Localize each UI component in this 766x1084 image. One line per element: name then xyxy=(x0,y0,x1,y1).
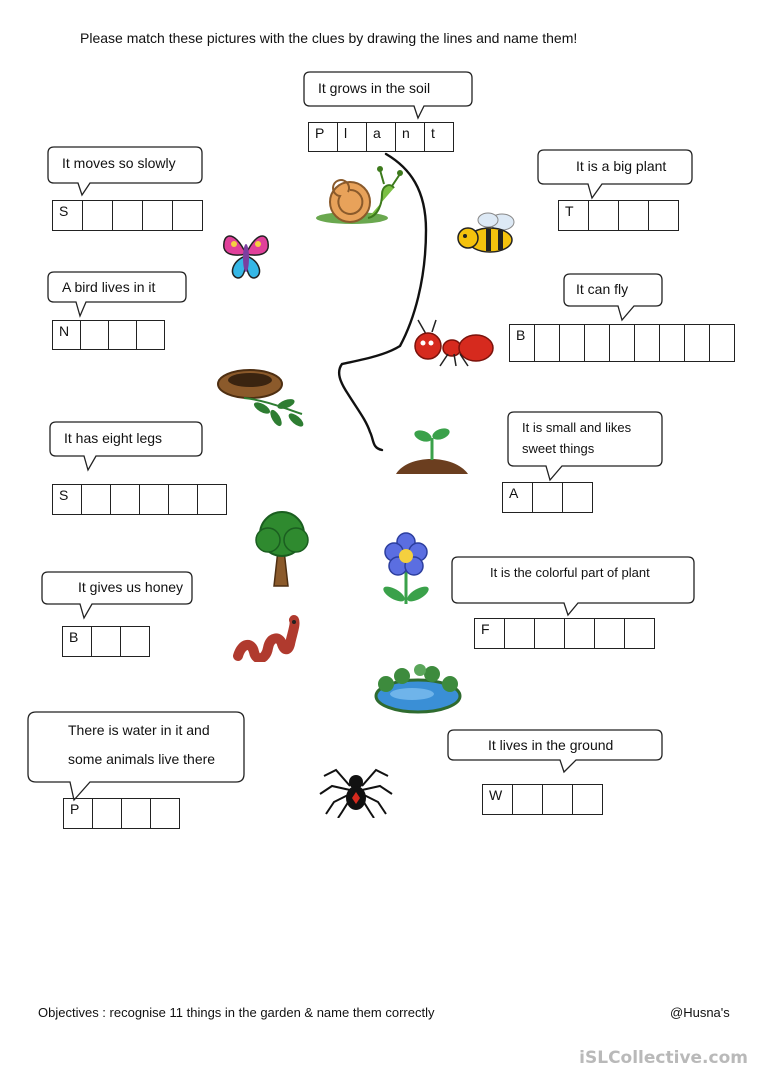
letter-box[interactable] xyxy=(609,324,635,362)
letter-box[interactable] xyxy=(709,324,735,362)
letter-box[interactable] xyxy=(624,618,655,649)
watermark-text: iSLCollective.com xyxy=(579,1048,748,1068)
clue-bubble-ground xyxy=(446,728,664,772)
clue-bubble-fly xyxy=(562,272,664,324)
answer-boxes-soil xyxy=(308,122,454,152)
answer-boxes-eight-legs xyxy=(52,484,227,515)
letter-box[interactable] xyxy=(108,320,137,350)
letter-box[interactable] xyxy=(136,320,165,350)
letter-box[interactable] xyxy=(542,784,573,815)
flower-picture[interactable] xyxy=(378,532,434,606)
letter-box[interactable] xyxy=(91,626,121,657)
tree-picture[interactable] xyxy=(252,510,312,588)
letter-box[interactable] xyxy=(80,320,109,350)
letter-box[interactable] xyxy=(172,200,203,231)
clue-text: It is a big plant xyxy=(576,158,667,174)
clue-bubble-colorful xyxy=(450,555,696,617)
snail-picture[interactable] xyxy=(312,160,408,226)
instruction-text: Please match these pictures with the clues by drawing the lines and name them! xyxy=(80,30,578,46)
letter-box[interactable]: P xyxy=(308,122,338,152)
letter-box[interactable] xyxy=(634,324,660,362)
letter-box[interactable]: n xyxy=(395,122,425,152)
answer-boxes-colorful xyxy=(474,618,655,649)
clue-text: There is water in it and xyxy=(68,722,210,738)
clue-text: It is the colorful part of plant xyxy=(490,565,650,580)
letter-box[interactable] xyxy=(562,482,593,513)
letter-box[interactable] xyxy=(139,484,169,515)
clue-bubble-sweet xyxy=(506,410,664,482)
letter-box[interactable]: B xyxy=(62,626,92,657)
letter-box[interactable] xyxy=(594,618,625,649)
clue-text: It has eight legs xyxy=(64,430,163,446)
letter-box[interactable]: B xyxy=(509,324,535,362)
clue-bubble-nest xyxy=(46,270,188,320)
letter-box[interactable]: t xyxy=(424,122,454,152)
nest-picture[interactable] xyxy=(214,366,306,434)
letter-box[interactable] xyxy=(112,200,143,231)
letter-box[interactable]: F xyxy=(474,618,505,649)
letter-box[interactable] xyxy=(648,200,679,231)
clue-text: It lives in the ground xyxy=(488,737,614,753)
answer-boxes-water xyxy=(63,798,180,829)
letter-box[interactable] xyxy=(564,618,595,649)
letter-box[interactable] xyxy=(584,324,610,362)
answer-boxes-sweet xyxy=(502,482,593,513)
letter-box[interactable] xyxy=(120,626,150,657)
letter-box[interactable]: S xyxy=(52,200,83,231)
author-credit: @Husna's xyxy=(670,1005,730,1020)
butterfly-picture[interactable] xyxy=(220,224,272,284)
ant-picture[interactable] xyxy=(410,318,496,368)
letter-box[interactable] xyxy=(82,200,113,231)
letter-box[interactable]: W xyxy=(482,784,513,815)
clue-text: It moves so slowly xyxy=(62,155,176,171)
worm-picture[interactable] xyxy=(232,614,302,662)
letter-box[interactable] xyxy=(150,798,180,829)
bee-picture[interactable] xyxy=(456,210,520,258)
letter-box[interactable] xyxy=(81,484,111,515)
letter-box[interactable] xyxy=(532,482,563,513)
objectives-text: Objectives : recognise 11 things in the garden & name them correctly xyxy=(38,1005,435,1020)
answer-boxes-ground xyxy=(482,784,603,815)
answer-boxes-nest xyxy=(52,320,165,350)
answer-boxes-fly xyxy=(509,324,735,362)
answer-boxes-honey xyxy=(62,626,150,657)
letter-box[interactable] xyxy=(92,798,122,829)
clue-text: A bird lives in it xyxy=(62,279,156,295)
letter-box[interactable] xyxy=(110,484,140,515)
letter-box[interactable]: P xyxy=(63,798,93,829)
answer-boxes-big-plant xyxy=(558,200,679,231)
letter-box[interactable] xyxy=(534,618,565,649)
letter-box[interactable] xyxy=(559,324,585,362)
letter-box[interactable] xyxy=(534,324,560,362)
spider-picture[interactable] xyxy=(318,756,394,818)
clue-text: It gives us honey xyxy=(78,579,184,595)
answer-boxes-slowly xyxy=(52,200,203,231)
letter-box[interactable]: a xyxy=(366,122,396,152)
letter-box[interactable] xyxy=(168,484,198,515)
clue-text: some animals live there xyxy=(68,751,216,767)
clue-bubble-water xyxy=(26,710,246,802)
letter-box[interactable]: A xyxy=(502,482,533,513)
clue-bubble-slowly xyxy=(46,145,204,197)
clue-text: sweet things xyxy=(522,441,595,456)
clue-bubble-eight-legs xyxy=(48,420,204,472)
clue-text: It can fly xyxy=(576,281,629,297)
letter-box[interactable] xyxy=(121,798,151,829)
sprout-picture[interactable] xyxy=(394,424,470,476)
clue-text: It grows in the soil xyxy=(318,80,431,96)
letter-box[interactable] xyxy=(618,200,649,231)
clue-bubble-honey xyxy=(40,570,194,622)
clue-bubble-big-plant xyxy=(536,148,694,200)
letter-box[interactable] xyxy=(572,784,603,815)
letter-box[interactable]: S xyxy=(52,484,82,515)
clue-bubble-soil xyxy=(302,70,474,120)
letter-box[interactable] xyxy=(659,324,685,362)
letter-box[interactable]: T xyxy=(558,200,589,231)
letter-box[interactable] xyxy=(197,484,227,515)
letter-box[interactable]: l xyxy=(337,122,367,152)
letter-box[interactable] xyxy=(142,200,173,231)
letter-box[interactable] xyxy=(588,200,619,231)
letter-box[interactable] xyxy=(504,618,535,649)
clue-text: It is small and likes xyxy=(522,420,632,435)
letter-box[interactable] xyxy=(684,324,710,362)
pond-picture[interactable] xyxy=(372,662,466,714)
letter-box[interactable]: N xyxy=(52,320,81,350)
letter-box[interactable] xyxy=(512,784,543,815)
